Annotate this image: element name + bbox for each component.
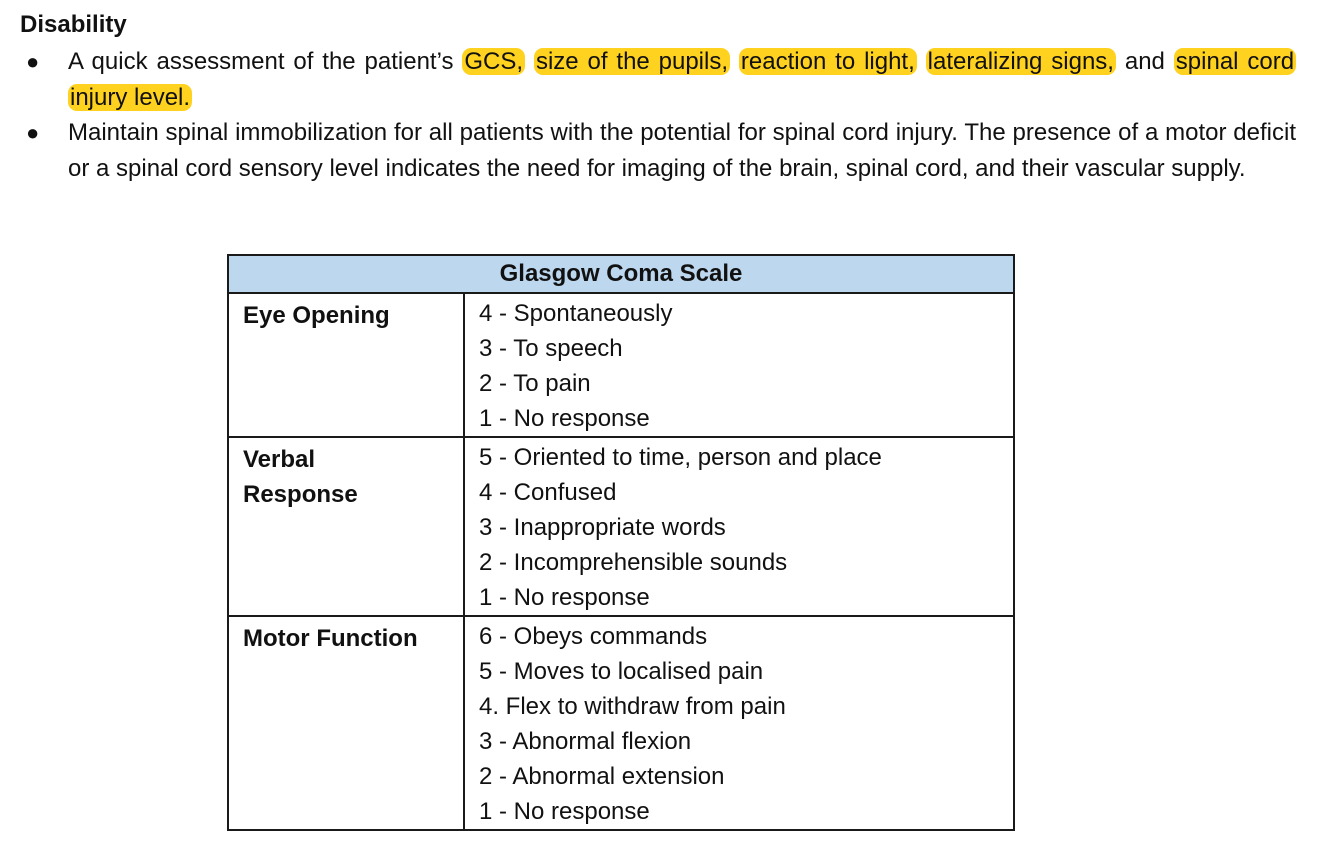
score-item: 4 - Confused <box>479 479 617 506</box>
gcs-table-header-row <box>228 255 1014 293</box>
bullet-lead-text: A quick assessment of the patient’s <box>68 48 463 75</box>
score-list <box>464 437 1014 616</box>
bullet-item-assessment <box>20 44 1296 115</box>
bullet-icon: ● <box>26 49 40 74</box>
highlight-gcs: GCS, <box>464 48 524 75</box>
bullet-icon: ● <box>26 120 40 145</box>
category-label: Motor Function <box>228 616 464 830</box>
table-row-motor-function <box>228 616 1014 830</box>
score-item: 4. Flex to withdraw from pain <box>479 693 786 720</box>
score-item: 1 - No response <box>479 405 650 432</box>
highlight-spinal-level: spinal cord injury level. <box>70 48 1295 111</box>
score-list <box>464 293 1014 437</box>
score-item: 3 - To speech <box>479 335 623 362</box>
highlight-lateralizing-signs: lateralizing signs, <box>927 48 1114 75</box>
highlight-light-reaction: reaction to light, <box>740 48 915 75</box>
category-label: Verbal Response <box>228 437 464 616</box>
score-item: 1 - No response <box>479 584 650 611</box>
table-row-verbal-response <box>228 437 1014 616</box>
bullet-text: Maintain spinal immobilization for all patients with the potential for spinal cord injury. The presence of a motor deficit or a spinal cord sensory level indicates the need for imaging of the brain, spinal cord, and their vascular supply. <box>68 119 1296 182</box>
score-item: 3 - Inappropriate words <box>479 514 726 541</box>
score-item: 2 - To pain <box>479 370 591 397</box>
score-item: 4 - Spontaneously <box>479 300 673 327</box>
score-item: 1 - No response <box>479 798 650 825</box>
table-row-eye-opening <box>228 293 1014 437</box>
score-item: 2 - Abnormal extension <box>479 763 725 790</box>
category-label: Eye Opening <box>228 293 464 437</box>
bullet-connector-text: and <box>1115 48 1174 75</box>
section-heading: Disability <box>20 11 127 38</box>
highlight-pupil-size: size of the pupils, <box>535 48 729 75</box>
score-item: 6 - Obeys commands <box>479 623 708 650</box>
score-item: 3 - Abnormal flexion <box>479 728 692 755</box>
bullet-item-immobilization <box>20 115 1296 186</box>
gcs-table <box>227 254 1015 831</box>
bullet-text <box>68 44 1296 115</box>
score-item: 5 - Moves to localised pain <box>479 658 764 685</box>
score-item: 2 - Incomprehensible sounds <box>479 549 788 576</box>
score-list <box>464 616 1014 830</box>
score-item: 5 - Oriented to time, person and place <box>479 444 882 471</box>
gcs-table-title: Glasgow Coma Scale <box>228 255 1014 293</box>
